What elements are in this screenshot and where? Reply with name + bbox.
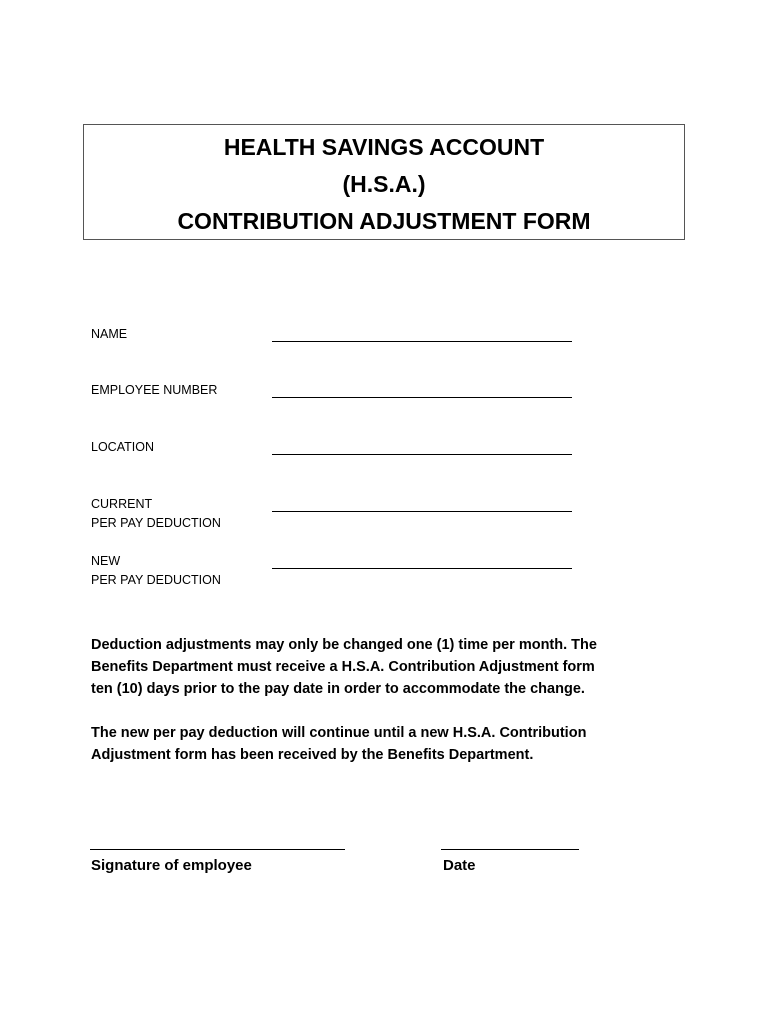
location-label bbox=[91, 438, 154, 457]
location-field[interactable] bbox=[272, 454, 572, 455]
name-label-text: NAME bbox=[91, 327, 128, 341]
policy-line-2: Benefits Department must receive a H.S.A. Contribution Adjustment form bbox=[91, 659, 595, 675]
continuation-line-2: Adjustment form has been received by the Benefits Department. bbox=[91, 747, 534, 763]
employee-number-label bbox=[91, 381, 217, 400]
policy-line-3: ten (10) days prior to the pay date in order to accommodate the change. bbox=[91, 681, 585, 697]
date-field[interactable] bbox=[441, 849, 579, 850]
policy-line-1: Deduction adjustments may only be changed one (1) time per month. The bbox=[91, 637, 597, 653]
date-label: Date bbox=[443, 857, 476, 874]
current-deduction-label bbox=[91, 495, 221, 533]
current-deduction-label-line-1: CURRENT bbox=[91, 497, 153, 511]
location-label-text: LOCATION bbox=[91, 440, 154, 454]
employee-signature-label: Signature of employee bbox=[91, 857, 252, 874]
form-title-line-3: CONTRIBUTION ADJUSTMENT FORM bbox=[177, 208, 591, 234]
deduction-policy-paragraph bbox=[91, 634, 651, 700]
new-deduction-label bbox=[91, 552, 221, 590]
form-title-box bbox=[83, 124, 685, 240]
employee-number-field[interactable] bbox=[272, 397, 572, 398]
form-title-line-2: (H.S.A.) bbox=[342, 171, 426, 197]
employee-number-label-text: EMPLOYEE NUMBER bbox=[91, 383, 218, 397]
name-field[interactable] bbox=[272, 341, 572, 342]
employee-signature-field[interactable] bbox=[90, 849, 345, 850]
name-label bbox=[91, 325, 127, 344]
current-deduction-label-line-2: PER PAY DEDUCTION bbox=[91, 516, 221, 530]
current-deduction-field[interactable] bbox=[272, 511, 572, 512]
new-deduction-label-line-1: NEW bbox=[91, 554, 121, 568]
new-deduction-label-line-2: PER PAY DEDUCTION bbox=[91, 573, 221, 587]
new-deduction-field[interactable] bbox=[272, 568, 572, 569]
form-title-line-1: HEALTH SAVINGS ACCOUNT bbox=[223, 134, 545, 160]
continuation-line-1: The new per pay deduction will continue until a new H.S.A. Contribution bbox=[91, 725, 587, 741]
continuation-paragraph bbox=[91, 722, 651, 766]
